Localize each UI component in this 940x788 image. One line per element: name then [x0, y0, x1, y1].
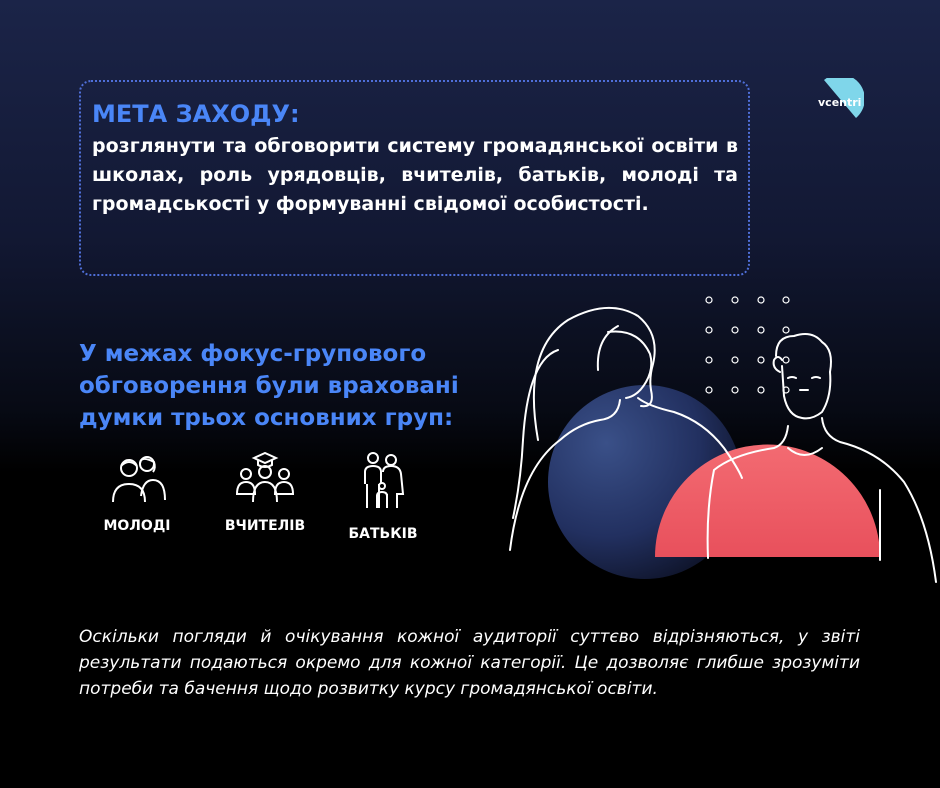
group-label-parents: БАТЬКІВ — [348, 526, 418, 542]
goal-box — [79, 80, 750, 276]
group-teachers — [210, 452, 320, 534]
youth-icon — [107, 452, 167, 504]
focus-heading: У межах фокус-групового обговорення були враховані думки трьох основних груп: — [79, 341, 459, 431]
goal-title: МЕТА ЗАХОДУ: — [92, 100, 300, 128]
dot-grid-icon — [706, 297, 789, 393]
teachers-icon — [234, 452, 296, 504]
logo-text: vcentri — [818, 96, 862, 109]
footer-text: Оскільки погляди й очікування кожної аудиторії суттєво відрізняються, у звіті результати подаються окремо для кожної категорії. Це дозволяє глибше зрозуміти потреби та бачення щодо розвитку курсу громадянської освіти. — [79, 627, 860, 699]
people-illustration — [500, 280, 940, 590]
group-label-youth: МОЛОДІ — [103, 518, 171, 534]
group-label-teachers: ВЧИТЕЛІВ — [224, 518, 306, 534]
group-parents — [328, 452, 438, 542]
parents-icon — [361, 452, 405, 512]
goal-text: розглянути та обговорити систему громадянської освіти в школах, роль урядовців, вчителів, батьків, молоді та громадськості у формуванні свідомої особистості. — [92, 135, 738, 215]
group-youth — [82, 452, 192, 534]
people-illustration-graphic — [500, 280, 940, 590]
vcentri-logo — [806, 78, 864, 126]
